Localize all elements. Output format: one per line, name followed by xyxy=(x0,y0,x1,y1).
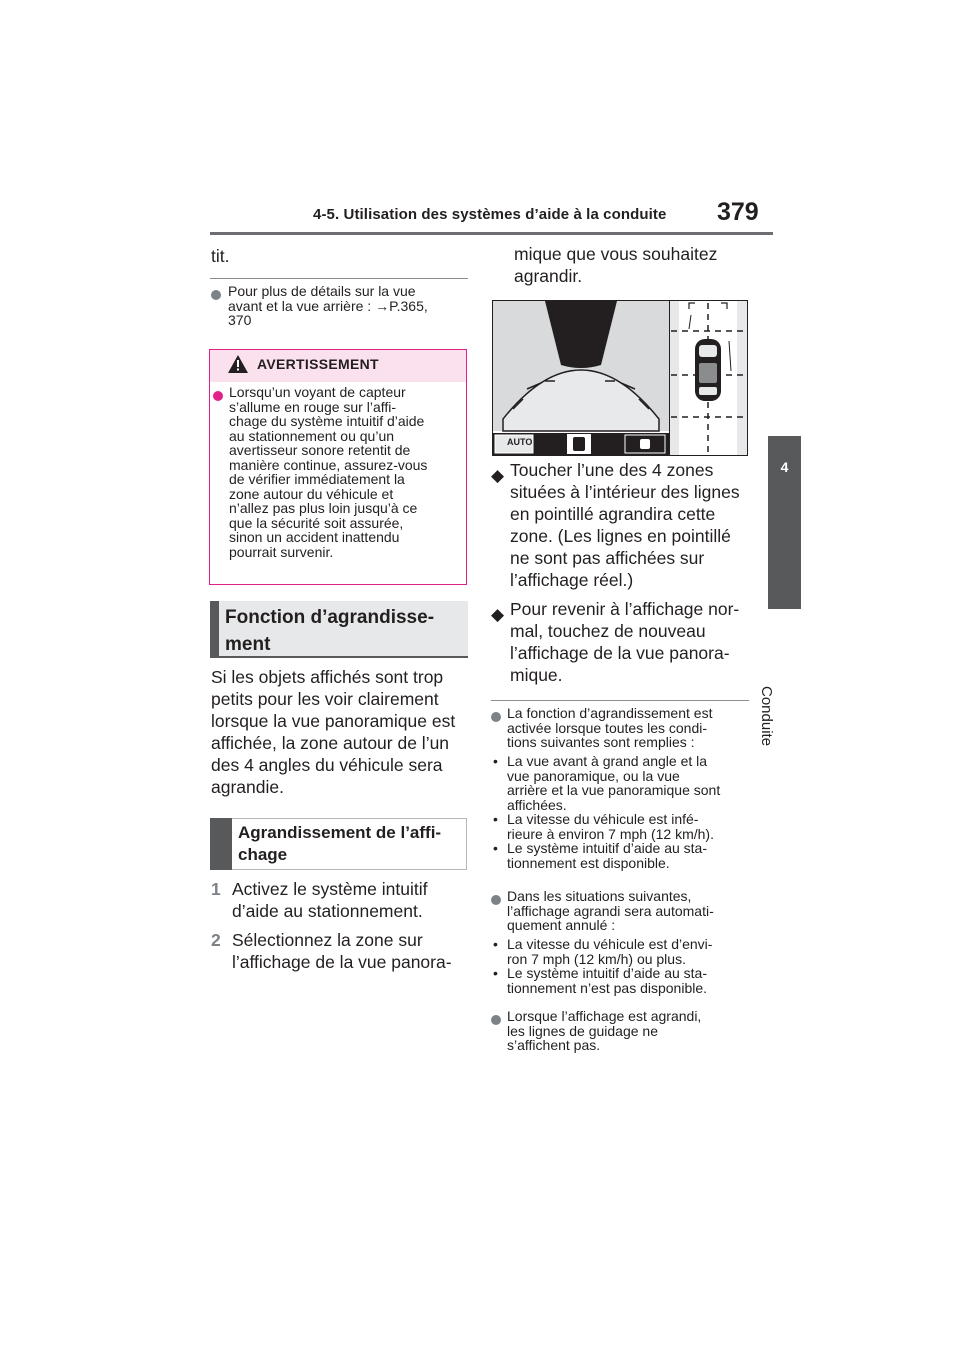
subheading-bar xyxy=(210,818,232,870)
diamond-bullet-icon: ◆ xyxy=(491,605,505,624)
warning-title: AVERTISSEMENT xyxy=(257,356,379,372)
note-cancellation: Dans les situations suivantes, l’affichage agrandi sera automati- quement annulé : xyxy=(507,888,714,933)
step-2-continued: mique que vous souhaitez agrandir. xyxy=(514,244,718,286)
chapter-label: Conduite xyxy=(758,686,775,747)
bullet-return: Pour revenir à l’affichage nor- mal, touchez de nouveau l’affichage de la vue panora- mique. xyxy=(510,599,740,685)
warning-triangle-icon xyxy=(228,355,248,373)
diamond-bullet-icon: ◆ xyxy=(491,466,505,485)
panoramic-view-screen xyxy=(492,300,748,456)
auto-label: AUTO xyxy=(507,437,533,447)
section-title: 4-5. Utilisation des systèmes d’aide à la conduite xyxy=(313,206,667,223)
step-number: 2 xyxy=(211,930,221,950)
warning-bullet-icon xyxy=(213,388,223,406)
note-guidelines: Lorsque l’affichage est agrandi, les lignes de guidage ne s’affichent pas. xyxy=(507,1008,702,1053)
step-2 xyxy=(211,929,221,951)
step-1 xyxy=(211,878,221,900)
chapter-number: 4 xyxy=(780,459,789,475)
continued-text: tit. xyxy=(211,246,230,266)
header-rule xyxy=(210,232,773,235)
note-bullet-icon xyxy=(211,287,221,305)
note-bullet-icon xyxy=(491,892,501,910)
step-number: 1 xyxy=(211,879,221,899)
note-activation-items: • La vue avant à grand angle et la vue panoramique, ou la vue arrière et la vue panoramique sont affichées. • La vitesse du véhicule est infé- rieure à environ 7 mph (12 km/h). • Le système intuitif d’aide au sta- tionnement est disponible. xyxy=(493,753,721,871)
section-heading: Fonction d’agrandisse- ment xyxy=(225,607,435,655)
page-number: 379 xyxy=(717,198,759,226)
step-2-text: Sélectionnez la zone sur l’affichage de la vue panora- xyxy=(232,930,452,972)
note-activation: La fonction d’agrandissement est activée lorsque toutes les condi- tions suivantes sont remplies : xyxy=(507,705,713,750)
note-bullet-icon xyxy=(491,709,501,727)
section-heading-bar xyxy=(210,601,219,657)
note-divider xyxy=(210,278,468,279)
warning-text: Lorsqu’un voyant de capteur s’allume en rouge sur l’affi- chage du système intuitif d’aide au stationnement ou qu’un avertisseur sonore retentit de manière continue, assurez-vous de vérifier immédiatement la zone autour du véhicule et n’allez pas plus loin jusqu’à ce que la sécurité soit assurée, sinon un accident inattendu pourrait survenir. xyxy=(229,384,428,560)
bullet-zones: Toucher l’une des 4 zones situées à l’intérieur des lignes en pointillé agrandira cette zone. (Les lignes en pointillé ne sont pas affichées sur l’affichage réel.) xyxy=(510,460,740,590)
intro-paragraph: Si les objets affichés sont trop petits pour les voir clairement lorsque la vue panoramique est affichée, la zone autour de l’un des 4 angles du véhicule sera agrandie. xyxy=(211,667,456,797)
notes-divider xyxy=(491,700,749,701)
note-detail-views: Pour plus de détails sur la vue avant et la vue arrière : →P.365, 370 xyxy=(228,283,428,328)
step-1-text: Activez le système intuitif d’aide au stationnement. xyxy=(232,879,428,921)
panoramic-view-illustration xyxy=(493,301,747,455)
note-bullet-icon xyxy=(491,1012,501,1030)
subheading: Agrandissement de l’affi- chage xyxy=(238,823,442,864)
note-cancellation-items: • La vitesse du véhicule est d’envi- ron 7 mph (12 km/h) ou plus. • Le système intuitif d’aide au sta- tionnement n’est pas disponible. xyxy=(493,936,713,996)
